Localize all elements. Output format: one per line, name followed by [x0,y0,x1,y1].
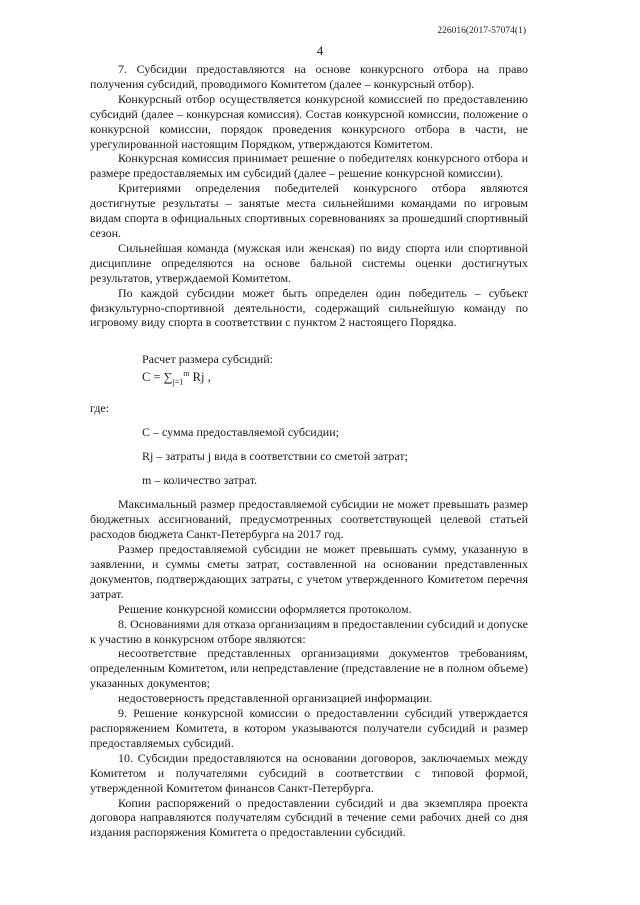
paragraph-protocol: Решение конкурсной комиссии оформляется протоколом. [118,601,412,616]
paragraph-9: 9. Решение конкурсной комиссии о предоставлении субсидий утверждается распоряжением Комитета, в котором указываются получатели субсидий и размер предоставляемых субсидий. [90,706,528,750]
formula-sub: j=1 [172,377,184,387]
where-label: где: [90,400,110,415]
paragraph-10: 10. Субсидии предоставляются на основании договоров, заключаемых между Комитетом и получателями субсидий в соответствии с типовой формой, утвержденной Комитетом финансов Санкт-Петербурга. [90,750,528,795]
formula-sum-sign: ∑ [163,370,173,385]
formula-rhs: Rj , [189,370,211,385]
paragraph-8-item-b: недостоверность представленной организацией информации. [118,691,433,706]
paragraph-decision: Конкурсная комиссия принимает решение о победителях конкурсного отбора и размере предоставляемых им субсидий (далее – решение конкурсной комиссии). [90,151,528,181]
document-body [90,62,528,840]
definition-rj: Rj – затраты j вида в соответствии со сметой затрат; [142,448,408,463]
subsidy-formula [142,367,528,391]
paragraph-copies: Копии распоряжений о предоставлении субсидий и два экземпляра проекта договора направляются получателям субсидий в течение семи рабочих дней со дня издания распоряжения Комитета о предоставлении субсидий. [90,795,528,840]
document-code: 226016(2017-57074(1) [437,26,526,36]
calc-label: Расчет размера субсидий: [142,352,273,367]
formula-sup: m [183,369,190,379]
formula-block [142,352,528,390]
paragraph-criteria: Критериями определения победителей конкурсного отбора являются достигнутые результаты – занятые места сильнейшими командами по игровым видам спорта в официальных спортивных соревнованиях за прошедший спортивный сезон. [90,181,528,240]
paragraph-commission: Конкурсный отбор осуществляется конкурсной комиссией по предоставлению субсидий (далее – конкурсная комиссия). Состав конкурсной комиссии, положение о конкурсной комиссии, порядок проведения конкурсного отбора в части, не урегулированной настоящим Порядком, утверждаются Комитетом. [90,91,528,151]
paragraph-8-item-a: несоответствие представленных организациями документов требованиям, определенным Комитетом, или непредставление (представление не в полном объеме) указанных документов; [90,646,528,691]
definition-c: C – сумма предоставляемой субсидии; [142,424,339,439]
paragraph-7: 7. Субсидии предоставляются на основе конкурсного отбора на право получения субсидий, проводимого Комитетом (далее – конкурсный отбор). [90,62,528,91]
paragraph-strongest-team: Сильнейшая команда (мужская или женская) по виду спорта или спортивной дисциплине определяются на основе бальной системы оценки достигнутых результатов, утверждаемой Комитетом. [90,240,528,285]
paragraph-winner: По каждой субсидии может быть определен один победитель – субъект физкультурно-спортивной деятельности, содержащий сильнейшую команду по игровому виду спорта в соответствии с пунктом 2 настоящего Порядка. [90,285,528,330]
paragraph-8: 8. Основаниями для отказа организациям в предоставлении субсидий и допуске к участию в конкурсном отборе являются: [90,616,528,646]
paragraph-max-size: Максимальный размер предоставляемой субсидии не может превышать размер бюджетных ассигнований, предусмотренных соответствующей целевой статьей расходов бюджета Санкт-Петербурга на 2017 год. [90,497,528,542]
formula-lhs: C = [142,370,164,385]
page-number: 4 [316,43,324,58]
paragraph-size-limit: Размер предоставляемой субсидии не может превышать сумму, указанную в заявлении, и суммы сметы затрат, составленной на основании представленных документов, подтверждающих затраты, с учетом утвержденного Комитетом перечня затрат. [90,542,528,601]
definition-m: m – количество затрат. [142,472,258,487]
